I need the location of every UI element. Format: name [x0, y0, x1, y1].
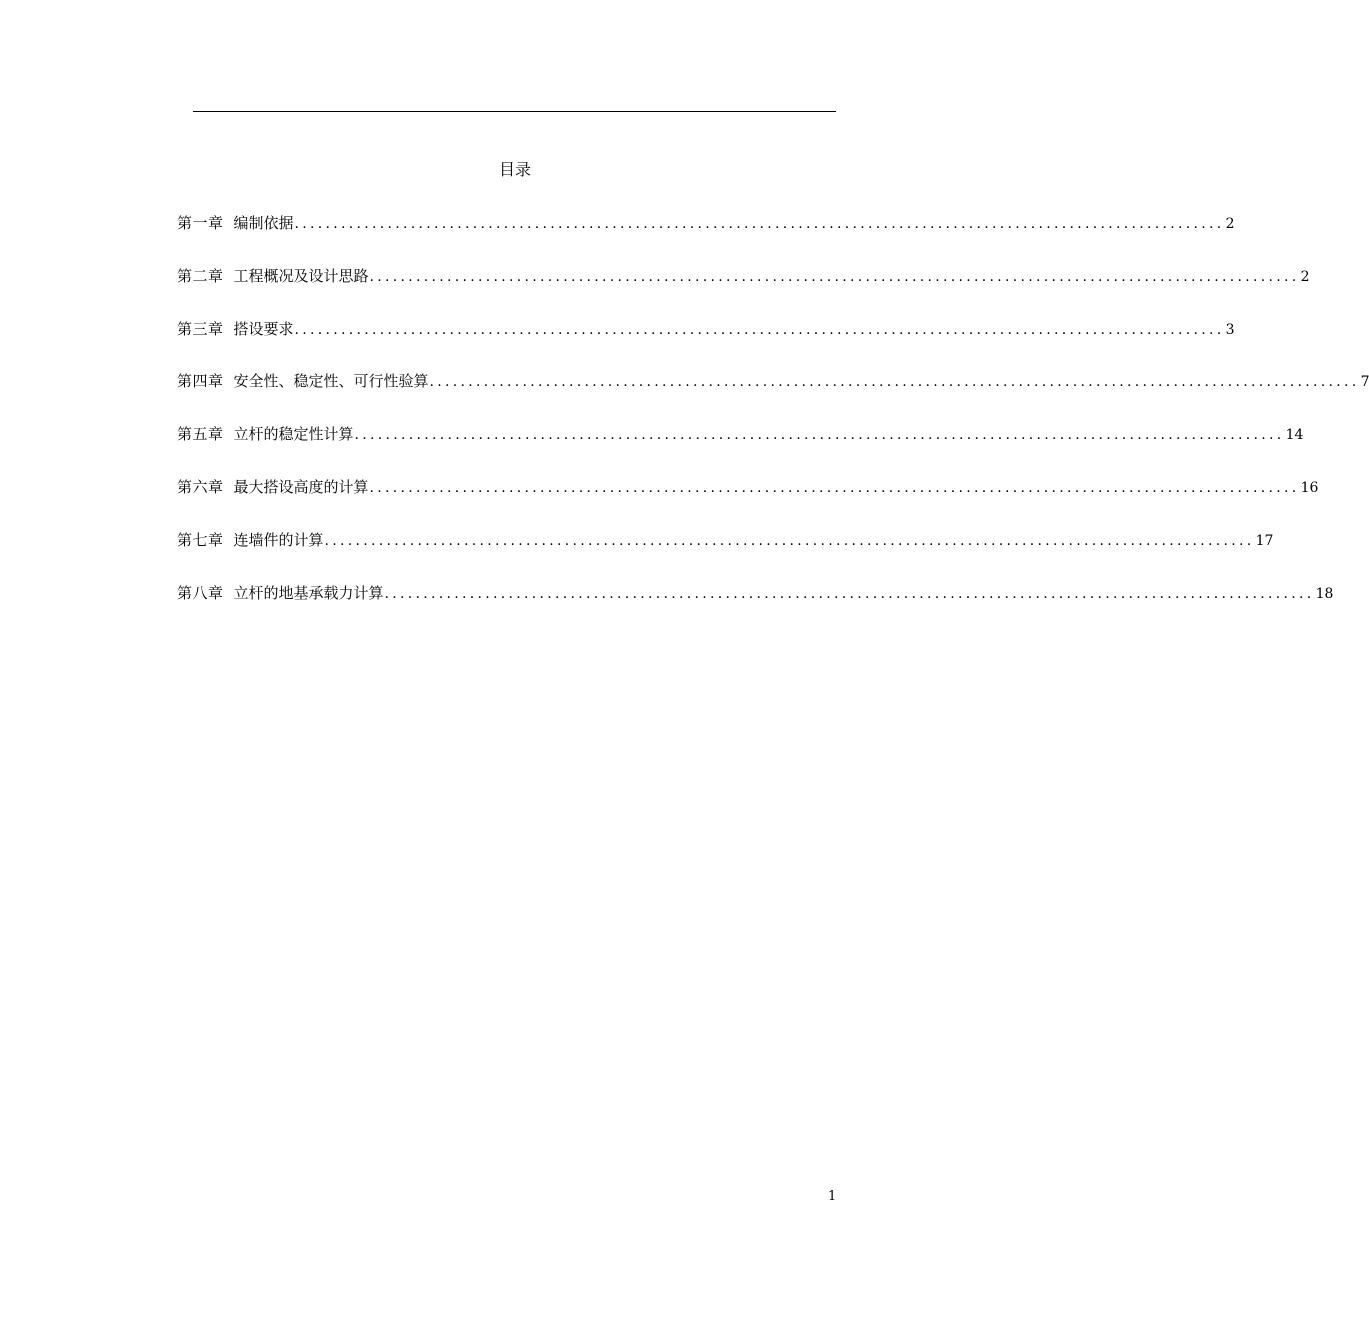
- toc-page-number: 2: [1300, 268, 1310, 285]
- toc-page-number: 2: [1225, 216, 1235, 232]
- table-of-contents: [177, 211, 1369, 633]
- toc-dot-leader: ........................................................................................................................: [429, 374, 1360, 391]
- toc-entry[interactable]: [177, 528, 1274, 581]
- toc-page-number: 7: [1360, 374, 1369, 391]
- toc-page-number: 18: [1315, 585, 1334, 602]
- toc-dot-leader: ........................................................................................................................: [354, 427, 1285, 444]
- toc-chapter-number: 第一章: [177, 214, 224, 232]
- toc-chapter-title: 编制依据: [233, 214, 294, 232]
- toc-page-number: 17: [1255, 532, 1274, 549]
- toc-entry[interactable]: [177, 317, 1235, 370]
- toc-chapter-number: 第七章: [177, 530, 224, 549]
- toc-chapter-title: 最大搭设高度的计算: [233, 477, 369, 496]
- toc-dot-leader: ........................................................................................................................: [369, 479, 1300, 496]
- toc-chapter-number: 第八章: [177, 583, 224, 602]
- toc-page-number: 14: [1285, 427, 1304, 444]
- toc-dot-leader: ........................................................................................................................: [294, 216, 1225, 232]
- toc-dot-leader: ........................................................................................................................: [294, 321, 1225, 338]
- toc-entry[interactable]: [177, 369, 1369, 422]
- toc-page-number: 3: [1225, 321, 1235, 338]
- toc-entry[interactable]: [177, 211, 1235, 264]
- toc-chapter-title: 立杆的地基承载力计算: [233, 583, 384, 602]
- toc-dot-leader: ........................................................................................................................: [324, 532, 1255, 549]
- toc-entry[interactable]: [177, 581, 1334, 634]
- toc-chapter-number: 第四章: [177, 372, 224, 391]
- toc-chapter-number: 第五章: [177, 425, 224, 444]
- toc-chapter-title: 工程概况及设计思路: [233, 266, 369, 285]
- toc-dot-leader: ........................................................................................................................: [369, 268, 1300, 285]
- toc-entry[interactable]: [177, 264, 1310, 317]
- toc-dot-leader: ........................................................................................................................: [384, 585, 1315, 602]
- toc-chapter-number: 第二章: [177, 266, 224, 285]
- toc-entry[interactable]: [177, 422, 1304, 475]
- toc-chapter-title: 安全性、稳定性、可行性验算: [233, 372, 429, 391]
- toc-chapter-title: 连墙件的计算: [233, 530, 324, 549]
- footer-page-number: 1: [828, 1189, 837, 1204]
- toc-chapter-number: 第六章: [177, 477, 224, 496]
- toc-title: 目录: [498, 160, 531, 179]
- toc-chapter-title: 立杆的稳定性计算: [233, 425, 354, 444]
- toc-page-number: 16: [1300, 479, 1319, 496]
- toc-chapter-title: 搭设要求: [233, 319, 294, 338]
- toc-entry[interactable]: [177, 475, 1319, 528]
- header-rule: [193, 111, 836, 112]
- toc-chapter-number: 第三章: [177, 319, 224, 338]
